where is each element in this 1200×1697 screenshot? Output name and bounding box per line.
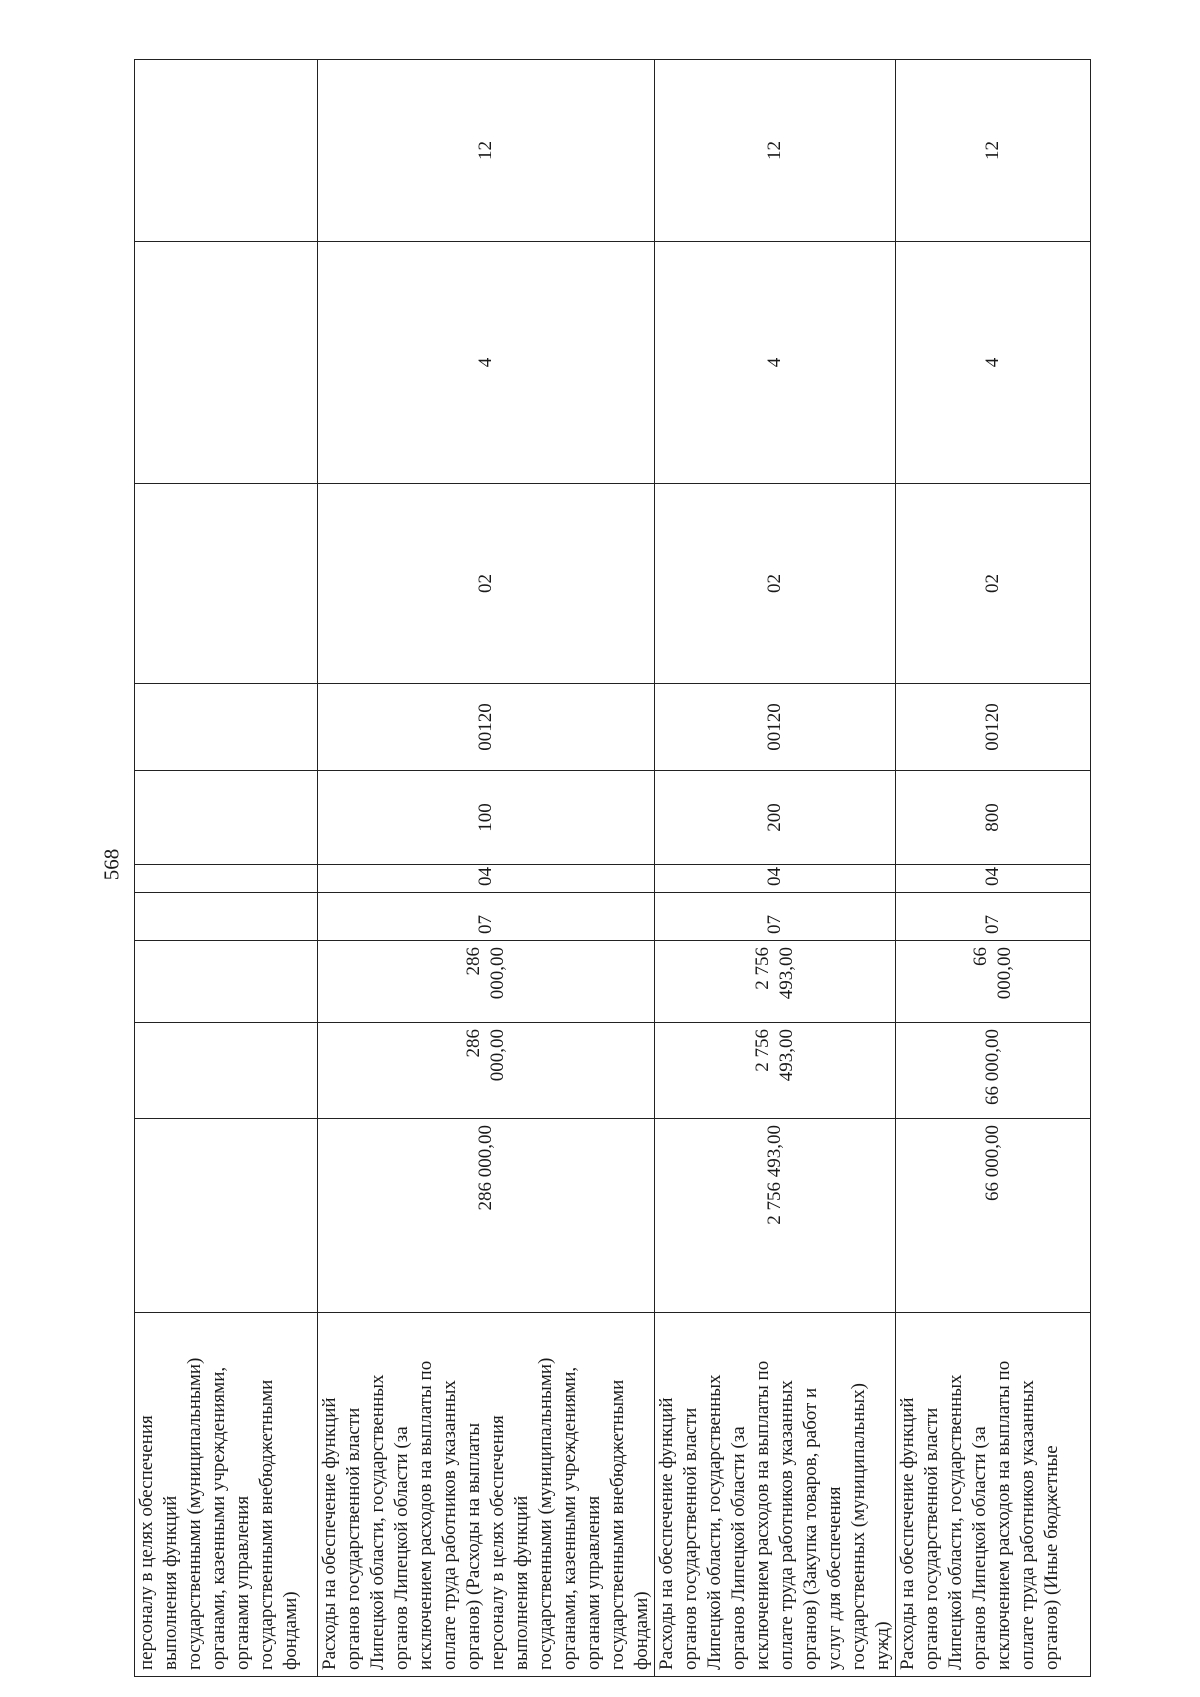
description-line: персоналу в целях обеспечения (136, 1415, 157, 1670)
code-cell-e (135, 771, 318, 865)
amount-cell-1 (135, 941, 318, 1023)
description-line: органов Липецкой области (за (391, 1426, 412, 1670)
amount-cell-2: 286 000,00 (318, 1023, 655, 1119)
amount-cell-1: 2 756 493,00 (655, 941, 896, 1023)
description-line: Расходы на обеспечение функций (897, 1397, 918, 1670)
code-cell-f (135, 865, 318, 893)
page-number: 568 (99, 848, 124, 881)
table-row (655, 60, 896, 1677)
code-cell-c: 02 (318, 484, 655, 684)
description-line: органов) (Иные бюджетные (1041, 1445, 1062, 1670)
description-line: Липецкой области, государственных (367, 1374, 388, 1670)
amount-cell-2: 2 756 493,00 (655, 1023, 896, 1119)
code-cell-b: 4 (318, 242, 655, 484)
description-line: государственными внебюджетными (256, 1379, 277, 1670)
code-cell-c: 02 (655, 484, 896, 684)
description-line: органами, казенными учреждениями, (208, 1366, 229, 1670)
table-row (318, 60, 655, 1677)
description-line: Расходы на обеспечение функций (319, 1397, 340, 1670)
code-cell-b: 4 (896, 242, 1091, 484)
description-line: органов) (Расходы на выплаты (463, 1422, 484, 1670)
table-row (135, 60, 318, 1677)
code-cell-a: 12 (318, 60, 655, 242)
amount-cell-3: 2 756 493,00 (655, 1119, 896, 1313)
description-line: оплате труда работников указанных (439, 1380, 460, 1670)
description-line: исключением расходов на выплаты по (415, 1360, 436, 1670)
description-line: персоналу в целях обеспечения (487, 1415, 508, 1670)
description-line: исключением расходов на выплаты по (752, 1360, 773, 1670)
description-line: государственных (муниципальных) (848, 1383, 869, 1670)
description-line: оплате труда работников указанных (776, 1380, 797, 1670)
description-line: органов) (Закупка товаров, работ и (800, 1387, 821, 1670)
code-cell-d: 00120 (318, 684, 655, 771)
amount-cell-2: 66 000,00 (896, 1023, 1091, 1119)
code-cell-g (135, 893, 318, 941)
description-cell (896, 1313, 1091, 1677)
code-cell-f: 04 (655, 865, 896, 893)
code-cell-b: 4 (655, 242, 896, 484)
description-line: Липецкой области, государственных (945, 1374, 966, 1670)
code-cell-g: 07 (318, 893, 655, 941)
description-line: органов Липецкой области (за (728, 1426, 749, 1670)
code-cell-c: 02 (896, 484, 1091, 684)
description-line: органов государственной власти (680, 1407, 701, 1670)
description-line: услуг для обеспечения (824, 1486, 845, 1670)
code-cell-e: 200 (655, 771, 896, 865)
rotated-table-frame (134, 60, 1080, 1677)
code-cell-a: 12 (896, 60, 1091, 242)
description-line: государственными внебюджетными (607, 1379, 628, 1670)
code-cell-e: 800 (896, 771, 1091, 865)
code-cell-f: 04 (318, 865, 655, 893)
code-cell-d (135, 684, 318, 771)
code-cell-c (135, 484, 318, 684)
description-line: фондами) (631, 1591, 652, 1670)
description-line: органами, казенными учреждениями, (559, 1366, 580, 1670)
description-line: органами управления (583, 1495, 604, 1670)
amount-cell-2 (135, 1023, 318, 1119)
code-cell-g: 07 (655, 893, 896, 941)
code-cell-a (135, 60, 318, 242)
amount-cell-1: 286 000,00 (318, 941, 655, 1023)
code-cell-f: 04 (896, 865, 1091, 893)
amount-cell-1: 66 000,00 (896, 941, 1091, 1023)
budget-table (134, 59, 1091, 1677)
amount-cell-3: 286 000,00 (318, 1119, 655, 1313)
description-line: органов государственной власти (921, 1407, 942, 1670)
description-line: выполнения функций (160, 1495, 181, 1670)
code-cell-g: 07 (896, 893, 1091, 941)
code-cell-b (135, 242, 318, 484)
amount-cell-3: 66 000,00 (896, 1119, 1091, 1313)
description-line: выполнения функций (511, 1495, 532, 1670)
description-line: государственными (муниципальными) (184, 1357, 205, 1670)
description-line: органов Липецкой области (за (969, 1426, 990, 1670)
code-cell-a: 12 (655, 60, 896, 242)
description-line: органами управления (232, 1495, 253, 1670)
code-cell-d: 00120 (896, 684, 1091, 771)
amount-cell-3 (135, 1119, 318, 1313)
description-line: органов государственной власти (343, 1407, 364, 1670)
description-line: государственными (муниципальными) (535, 1357, 556, 1670)
description-line: Расходы на обеспечение функций (656, 1397, 677, 1670)
table-row (896, 60, 1091, 1677)
description-cell (135, 1313, 318, 1677)
description-line: нужд) (872, 1621, 893, 1670)
description-cell (655, 1313, 896, 1677)
description-line: Липецкой области, государственных (704, 1374, 725, 1670)
description-line: исключением расходов на выплаты по (993, 1360, 1014, 1670)
code-cell-e: 100 (318, 771, 655, 865)
code-cell-d: 00120 (655, 684, 896, 771)
description-line: оплате труда работников указанных (1017, 1380, 1038, 1670)
description-cell (318, 1313, 655, 1677)
description-line: фондами) (280, 1591, 301, 1670)
